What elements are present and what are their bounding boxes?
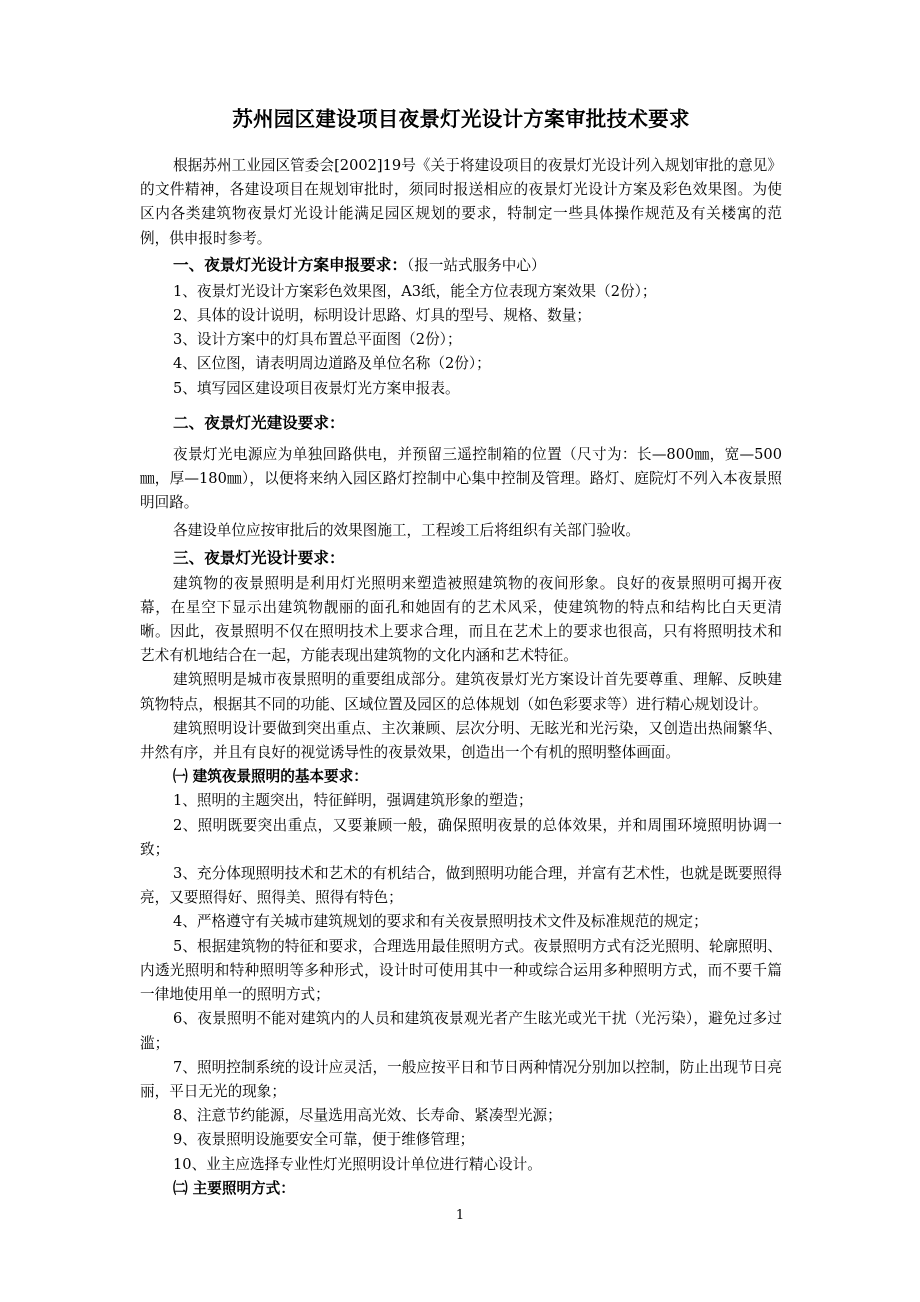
subsection-1-item: 3、充分体现照明技术和艺术的有机结合，做到照明功能合理，并富有艺术性，也就是既要照得亮，又要照得好、照得美、照得有特色； (140, 865, 782, 907)
section-1-item: 5、填写园区建设项目夜景灯光方案申报表。 (173, 379, 460, 397)
section-1-note: （报一站式服务中心） (406, 256, 546, 274)
subsection-1-item: 5、根据建筑物的特征和要求，合理选用最佳照明方式。夜景照明方式有泛光照明、轮廓照明、内透光照明和特种照明等多种形式，设计时可使用其中一种或综合运用多种照明方式，而不要千篇一律地使用单一的照明方式； (140, 937, 782, 1004)
page-number: 1 (455, 1208, 465, 1223)
subsection-1-item: 8、注意节约能源，尽量选用高光效、长寿命、紧凑型光源； (173, 1107, 562, 1125)
section-1-heading (140, 251, 782, 280)
section-3-paragraph: 建筑照明是城市夜景照明的重要组成部分。建筑夜景灯光方案设计首先要尊重、理解、反映建筑物特点，根据其不同的功能、区域位置及园区的总体规划（如色彩要求等）进行精心规划设计。 (140, 671, 782, 713)
section-2-paragraph: 夜景灯光电源应为单独回路供电，并预留三遥控制箱的位置（尺寸为：长—800㎜，宽—500㎜，厚—180㎜），以便将来纳入园区路灯控制中心集中控制及管理。路灯、庭院灯不列入本夜景照明回路。 (140, 445, 782, 512)
section-1-item: 1、夜景灯光设计方案彩色效果图，A3纸，能全方位表现方案效果（2份）； (173, 282, 657, 300)
section-3-heading: 三、夜景灯光设计要求： (173, 548, 345, 567)
section-2-paragraph: 各建设单位应按审批后的效果图施工，工程竣工后将组织有关部门验收。 (173, 522, 641, 540)
subsection-1-item: 10、业主应选择专业性灯光照明设计单位进行精心设计。 (173, 1155, 542, 1173)
section-1-heading-text: 一、夜景灯光设计方案申报要求： (173, 255, 407, 274)
section-3-paragraph: 建筑照明设计要做到突出重点、主次兼顾、层次分明、无眩光和光污染，又创造出热闹繁华、井然有序，并且有良好的视觉诱导性的夜景效果，创造出一个有机的照明整体画面。 (140, 719, 782, 762)
subsection-1-heading: ㈠ 建筑夜景照明的基本要求： (173, 768, 368, 786)
section-1-item: 2、具体的设计说明，标明设计思路、灯具的型号、规格、数量； (173, 307, 591, 325)
intro-paragraph: 根据苏州工业园区管委会[2002]19号《关于将建设项目的夜景灯光设计列入规划审批的意见》的文件精神，各建设项目在规划审批时，须同时报送相应的夜景灯光设计方案及彩色效果图。为使区内各类建筑物夜景灯光设计能满足园区规划的要求，特制定一些具体操作规范及有关楼寓的范例，供申报时参考。 (140, 157, 782, 247)
section-2-heading: 二、夜景灯光建设要求： (173, 413, 345, 432)
subsection-2-heading: ㈡ 主要照明方式： (173, 1179, 295, 1197)
section-1-item: 4、区位图，请表明周边道路及单位名称（2份）； (173, 355, 491, 373)
subsection-1-item: 7、照明控制系统的设计应灵活，一般应按平日和节日两种情况分别加以控制，防止出现节日亮丽，平日无光的现象； (140, 1058, 782, 1100)
subsection-1-item: 1、照明的主题突出，特征鲜明，强调建筑形象的塑造； (173, 792, 533, 810)
document-body (140, 104, 782, 1201)
subsection-1-item: 4、严格遵守有关城市建筑规划的要求和有关夜景照明技术文件及标准规范的规定； (173, 913, 708, 931)
subsection-1-item: 2、照明既要突出重点，又要兼顾一般，确保照明夜景的总体效果，并和周围环境照明协调一致； (140, 816, 782, 858)
section-1-item: 3、设计方案中的灯具布置总平面图（2份）； (173, 331, 462, 349)
section-3-paragraph: 建筑物的夜景照明是利用灯光照明来塑造被照建筑物的夜间形象。良好的夜景照明可揭开夜幕，在星空下显示出建筑物靓丽的面孔和她固有的艺术风采，使建筑物的特点和结构比白天更清晰。因此，夜景照明不仅在照明技术上要求合理，而且在艺术上的要求也很高，只有将照明技术和艺术有机地结合在一起，方能表现出建筑物的文化内涵和艺术特征。 (140, 574, 782, 665)
subsection-1-item: 6、夜景照明不能对建筑内的人员和建筑夜景观光者产生眩光或光干扰（光污染），避免过多过滥； (140, 1010, 782, 1052)
document-title: 苏州园区建设项目夜景灯光设计方案审批技术要求 (232, 107, 690, 131)
subsection-1-item: 9、夜景照明设施要安全可靠，便于维修管理； (173, 1131, 475, 1149)
